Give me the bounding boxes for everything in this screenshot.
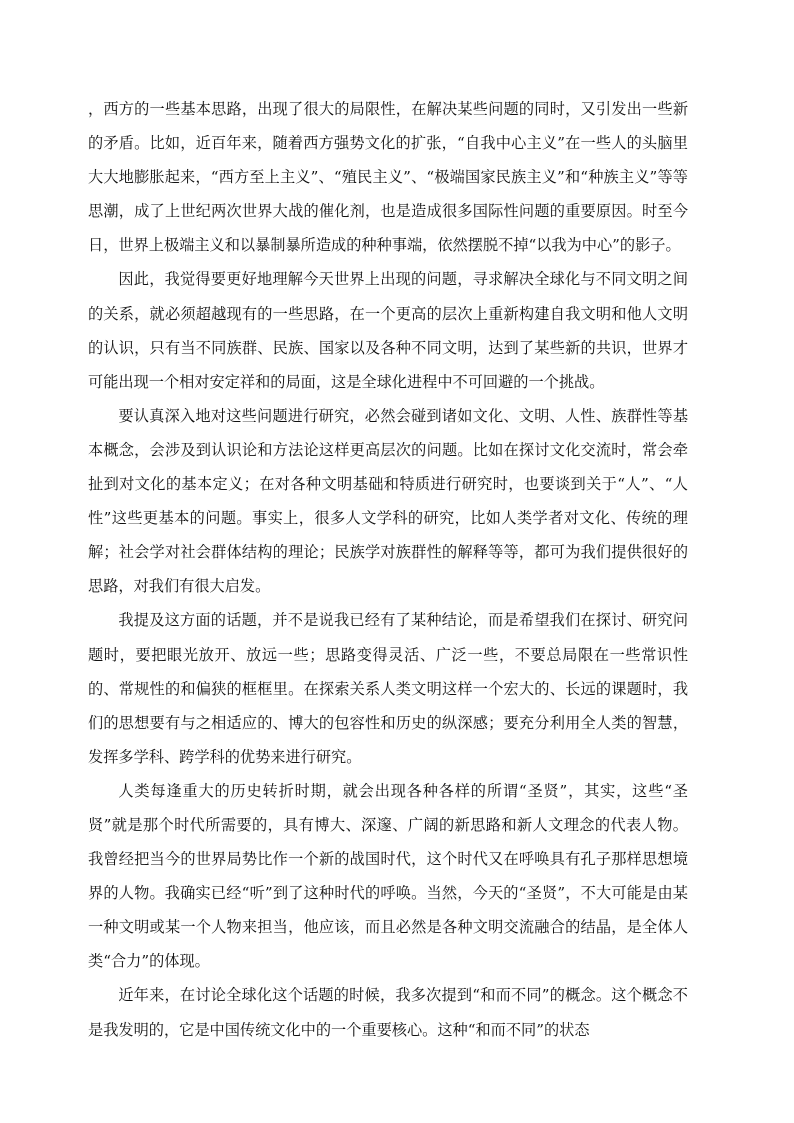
- paragraph-5: 人类每逢重大的历史转折时期，就会出现各种各样的所谓“圣贤”，其实，这些“圣贤”就是那个时代所需要的，具有博大、深邃、广阔的新思路和新人文理念的代表人物。我曾经把当今的世界局势比作一个新的战国时代，这个时代又在呼唤具有孔子那样思想境界的人物。我确实已经“听”到了这种时代的呼唤。当然，今天的“圣贤”，不大可能是由某一种文明或某一个人物来担当，他应该，而且必然是各种文明交流融合的结晶，是全体人类“合力”的体现。: [88, 781, 688, 971]
- paragraph-2: 因此，我觉得要更好地理解今天世界上出现的问题，寻求解决全球化与不同文明之间的关系，就必须超越现有的一些思路，在一个更高的层次上重新构建自我文明和他人文明的认识，只有当不同族群、民族、国家以及各种不同文明，达到了某些新的共识，世界才可能出现一个相对安定祥和的局面，这是全球化进程中不可回避的一个挑战。: [88, 270, 688, 391]
- document-body: [88, 92, 688, 1047]
- paragraph-6: 近年来，在讨论全球化这个话题的时候，我多次提到“和而不同”的概念。这个概念不是我发明的，它是中国传统文化中的一个重要核心。这种“和而不同”的状态: [88, 986, 688, 1039]
- paragraph-1: ，西方的一些基本思路，出现了很大的局限性，在解决某些问题的同时，又引发出一些新的矛盾。比如，近百年来，随着西方强势文化的扩张，“自我中心主义”在一些人的头脑里大大地膨胀起来，“西方至上主义”、“殖民主义”、“极端国家民族主义”和“种族主义”等等思潮，成了上世纪两次世界大战的催化剂，也是造成很多国际性问题的重要原因。时至今日，世界上极端主义和以暴制暴所造成的种种事端，依然摆脱不掉“以我为中心”的影子。: [88, 100, 688, 255]
- paragraph-3: 要认真深入地对这些问题进行研究，必然会碰到诸如文化、文明、人性、族群性等基本概念，会涉及到认识论和方法论这样更高层次的问题。比如在探讨文化交流时，常会牵扯到对文化的基本定义；在对各种文明基础和特质进行研究时，也要谈到关于“人”、“人性”这些更基本的问题。事实上，很多人文学科的研究，比如人类学者对文化、传统的理解；社会学对社会群体结构的理论；民族学对族群性的解释等等，都可为我们提供很好的思路，对我们有很大启发。: [88, 406, 688, 596]
- paragraph-4: 我提及这方面的话题，并不是说我已经有了某种结论，而是希望我们在探讨、研究问题时，要把眼光放开、放远一些；思路变得灵活、广泛一些，不要总局限在一些常识性的、常规性的和偏狭的框框里。在探索关系人类文明这样一个宏大的、长远的课题时，我们的思想要有与之相适应的、博大的包容性和历史的纵深感；要充分利用全人类的智慧，发挥多学科、跨学科的优势来进行研究。: [88, 611, 688, 766]
